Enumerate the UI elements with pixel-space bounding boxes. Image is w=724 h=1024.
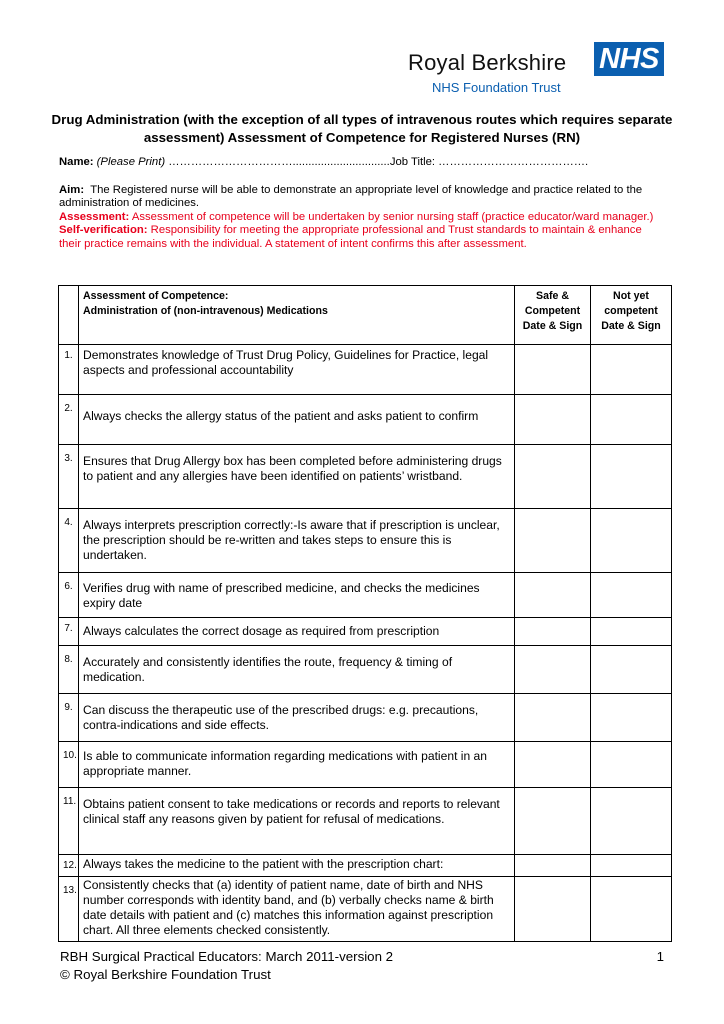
safe-sign-cell[interactable] [515, 694, 591, 742]
job-title-label: Job Title: [389, 156, 436, 168]
notyet-sign-cell[interactable] [591, 445, 672, 509]
table-row [59, 742, 672, 788]
table-row [59, 877, 672, 942]
row-text: Can discuss the therapeutic use of the prescribed drugs: e.g. precautions, contra-indications and side effects. [79, 694, 515, 742]
page-number: 1 [656, 949, 664, 964]
row-number: 12. [59, 855, 79, 877]
safe-sign-cell[interactable] [515, 855, 591, 877]
self-verification-paragraph [59, 224, 659, 251]
row-number: 1. [59, 345, 79, 395]
row-number: 11. [59, 788, 79, 855]
notyet-sign-cell[interactable] [591, 742, 672, 788]
name-line [59, 156, 588, 168]
intro-block [59, 184, 659, 251]
row-text: Obtains patient consent to take medications or records and reports to relevant clinical staff any reasons given by patient for refusal of medications. [79, 788, 515, 855]
row-text: Always takes the medicine to the patient with the prescription chart: [79, 855, 515, 877]
notyet-sign-cell[interactable] [591, 573, 672, 618]
row-text: Consistently checks that (a) identity of patient name, date of birth and NHS number corresponds with identity band, and (b) verbally checks name & birth date details with patient and (c) matches this information against prescription chart. All three elements checked consistently. [79, 877, 515, 942]
assessment-text: Assessment of competence will be undertaken by senior nursing staff (practice educator/ward manager.) [131, 210, 654, 223]
notyet-sign-cell[interactable] [591, 694, 672, 742]
row-number: 7. [59, 618, 79, 646]
assessment-paragraph [59, 211, 659, 224]
row-text: Always interprets prescription correctly:-Is aware that if prescription is unclear, the prescription should be re-written and takes steps to ensure this is undertaken. [79, 509, 515, 573]
notyet-sign-cell[interactable] [591, 618, 672, 646]
name-dots: ……………………………............................... [168, 156, 390, 168]
self-verification-text: Responsibility for meeting the appropriate professional and Trust standards to maintain & enhance their practice remains with the individual. A statement of intent confirms this after assessment. [59, 224, 642, 250]
notyet-sign-cell[interactable] [591, 646, 672, 694]
self-verification-label: Self-verification: [59, 224, 148, 237]
aim-paragraph [59, 184, 659, 211]
row-number: 10. [59, 742, 79, 788]
row-text: Always calculates the correct dosage as required from prescription [79, 618, 515, 646]
table-row [59, 855, 672, 877]
footer-copyright: © Royal Berkshire Foundation Trust [60, 967, 271, 982]
header-line-1: Assessment of Competence: [83, 290, 229, 302]
header-safe-competent: Safe & Competent Date & Sign [515, 286, 591, 345]
safe-sign-cell[interactable] [515, 742, 591, 788]
table-row [59, 395, 672, 445]
notyet-sign-cell[interactable] [591, 509, 672, 573]
logo-trust-name: NHS Foundation Trust [432, 80, 561, 95]
row-text: Verifies drug with name of prescribed medicine, and checks the medicines expiry date [79, 573, 515, 618]
safe-sign-cell[interactable] [515, 509, 591, 573]
notyet-sign-cell[interactable] [591, 395, 672, 445]
page-footer [60, 948, 670, 984]
assessment-label: Assessment: [59, 210, 130, 223]
row-number: 4. [59, 509, 79, 573]
job-title-dots: …………………………………. [435, 156, 589, 168]
row-text: Accurately and consistently identifies the route, frequency & timing of medication. [79, 646, 515, 694]
row-text: Always checks the allergy status of the patient and asks patient to confirm [79, 395, 515, 445]
aim-label: Aim: [59, 184, 85, 196]
notyet-sign-cell[interactable] [591, 877, 672, 942]
row-number: 8. [59, 646, 79, 694]
notyet-sign-cell[interactable] [591, 855, 672, 877]
safe-sign-cell[interactable] [515, 877, 591, 942]
safe-sign-cell[interactable] [515, 646, 591, 694]
notyet-sign-cell[interactable] [591, 788, 672, 855]
row-number: 13. [59, 877, 79, 942]
document-title: Drug Administration (with the exception of all types of intravenous routes which requires separate assessment) Assessment of Competence for Registered Nurses (RN) [51, 112, 673, 145]
safe-sign-cell[interactable] [515, 573, 591, 618]
logo-org-name: Royal Berkshire [408, 50, 567, 75]
row-number: 9. [59, 694, 79, 742]
header-line-2: Administration of (non-intravenous) Medications [83, 305, 328, 317]
safe-sign-cell[interactable] [515, 788, 591, 855]
header-num-cell [59, 286, 79, 345]
table-header-row [59, 286, 672, 345]
footer-version: RBH Surgical Practical Educators: March 2011-version 2 [60, 949, 394, 964]
row-text: Is able to communicate information regarding medications with patient in an appropriate manner. [79, 742, 515, 788]
safe-sign-cell[interactable] [515, 445, 591, 509]
table-row [59, 573, 672, 618]
table-row [59, 445, 672, 509]
row-number: 2. [59, 395, 79, 445]
safe-sign-cell[interactable] [515, 618, 591, 646]
row-number: 3. [59, 445, 79, 509]
table-row [59, 618, 672, 646]
table-row [59, 694, 672, 742]
notyet-sign-cell[interactable] [591, 345, 672, 395]
name-hint: (Please Print) [96, 156, 166, 168]
safe-sign-cell[interactable] [515, 345, 591, 395]
table-row [59, 646, 672, 694]
row-text: Demonstrates knowledge of Trust Drug Policy, Guidelines for Practice, legal aspects and professional accountability [79, 345, 515, 395]
row-text: Ensures that Drug Allergy box has been completed before administering drugs to patient and any allergies have been identified on patients’ wristband. [79, 445, 515, 509]
table-row [59, 509, 672, 573]
aim-text: The Registered nurse will be able to demonstrate an appropriate level of knowledge and practice related to the administration of medicines. [59, 184, 643, 210]
safe-sign-cell[interactable] [515, 395, 591, 445]
header-not-yet-competent: Not yet competent Date & Sign [591, 286, 672, 345]
name-label: Name: [59, 156, 94, 168]
table-row [59, 788, 672, 855]
nhs-logo: NHS [594, 42, 664, 76]
competence-table [58, 285, 672, 942]
table-row [59, 345, 672, 395]
header-title-cell [79, 286, 515, 345]
row-number: 6. [59, 573, 79, 618]
